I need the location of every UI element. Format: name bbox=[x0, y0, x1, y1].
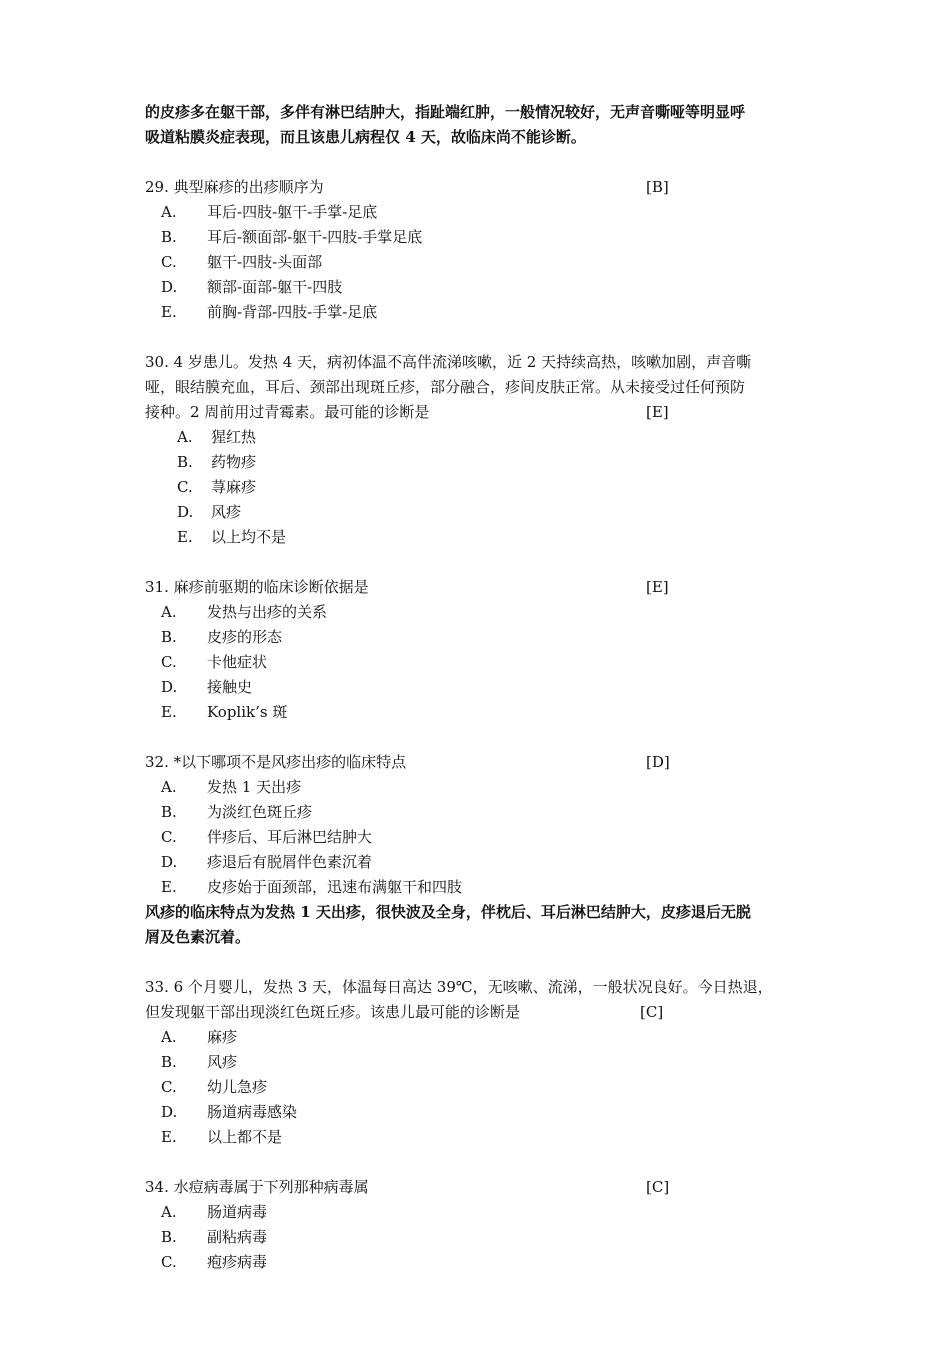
option-letter: E. bbox=[161, 703, 177, 721]
question-30-option-a bbox=[177, 425, 256, 450]
question-32-option-c bbox=[161, 825, 372, 850]
question-31-option-c bbox=[161, 650, 267, 675]
option-letter: B. bbox=[161, 803, 177, 821]
question-31-stem: 31. 麻疹前驱期的临床诊断依据是 bbox=[145, 578, 369, 596]
question-33-option-c bbox=[161, 1075, 267, 1100]
question-31-option-d bbox=[161, 675, 252, 700]
option-text: 肠道病毒 bbox=[207, 1203, 268, 1221]
question-30-option-d bbox=[177, 500, 241, 525]
question-29-stem: 29. 典型麻疹的出疹顺序为 bbox=[145, 178, 324, 196]
question-32-note-line-2: 屑及色素沉着。 bbox=[145, 928, 251, 946]
option-text: 风疹 bbox=[207, 1053, 238, 1071]
option-letter: D. bbox=[177, 503, 194, 521]
option-letter: E. bbox=[161, 878, 177, 896]
option-text: Koplik’s 斑 bbox=[207, 703, 288, 721]
option-text: 发热 1 天出疹 bbox=[207, 778, 302, 796]
option-text: 卡他症状 bbox=[207, 653, 268, 671]
question-30-stem-line-3: 接种。2 周前用过青霉素。最可能的诊断是 bbox=[145, 403, 430, 421]
option-letter: D. bbox=[161, 1103, 178, 1121]
option-text: 前胸-背部-四肢-手掌-足底 bbox=[207, 303, 378, 321]
option-text: 猩红热 bbox=[211, 428, 257, 446]
question-34-stem: 34. 水痘病毒属于下列那种病毒属 bbox=[145, 1178, 369, 1196]
option-letter: A. bbox=[161, 778, 177, 796]
question-33-option-e bbox=[161, 1125, 282, 1150]
question-30-stem-line-2: 哑，眼结膜充血，耳后、颈部出现斑丘疹，部分融合，疹间皮肤正常。从未接受过任何预防 bbox=[145, 378, 746, 396]
option-letter: B. bbox=[161, 628, 177, 646]
question-29-option-a bbox=[161, 200, 377, 225]
option-letter: E. bbox=[177, 528, 193, 546]
option-letter: C. bbox=[161, 653, 177, 671]
intro-note-line-2: 吸道粘膜炎症表现，而且该患儿病程仅 4 天，故临床尚不能诊断。 bbox=[145, 128, 586, 146]
option-text: 疱疹病毒 bbox=[207, 1253, 268, 1271]
option-letter: C. bbox=[161, 1253, 177, 1271]
option-letter: A. bbox=[177, 428, 193, 446]
question-32-option-b bbox=[161, 800, 312, 825]
question-32-option-e bbox=[161, 875, 462, 900]
option-letter: A. bbox=[161, 1028, 177, 1046]
option-letter: D. bbox=[161, 278, 178, 296]
question-30-option-b bbox=[177, 450, 256, 475]
option-text: 以上均不是 bbox=[211, 528, 287, 546]
option-text: 躯干-四肢-头面部 bbox=[207, 253, 323, 271]
option-text: 接触史 bbox=[207, 678, 253, 696]
option-letter: E. bbox=[161, 303, 177, 321]
question-31-option-e bbox=[161, 700, 287, 725]
option-letter: C. bbox=[177, 478, 193, 496]
question-29-option-e bbox=[161, 300, 377, 325]
option-letter: A. bbox=[161, 203, 177, 221]
option-letter: B. bbox=[161, 1228, 177, 1246]
question-32-answer: [D] bbox=[646, 753, 670, 771]
question-30-option-c bbox=[177, 475, 256, 500]
question-33-stem-line-2: 但发现躯干部出现淡红色斑丘疹。该患儿最可能的诊断是 bbox=[145, 1003, 521, 1021]
question-29-option-c bbox=[161, 250, 322, 275]
option-letter: B. bbox=[177, 453, 193, 471]
question-32-note-line-1: 风疹的临床特点为发热 1 天出疹，很快波及全身，伴枕后、耳后淋巴结肿大，皮疹退后无脱 bbox=[145, 903, 751, 921]
option-letter: D. bbox=[161, 853, 178, 871]
question-34-option-b bbox=[161, 1225, 267, 1250]
option-text: 伴疹后、耳后淋巴结肿大 bbox=[207, 828, 373, 846]
option-text: 耳后-四肢-躯干-手掌-足底 bbox=[207, 203, 378, 221]
question-34-answer: [C] bbox=[646, 1178, 670, 1196]
question-30-option-e bbox=[177, 525, 286, 550]
question-34-option-c bbox=[161, 1250, 267, 1275]
question-33-stem-line-1: 33. 6 个月婴儿，发热 3 天，体温每日高达 39℃，无咳嗽、流涕，一般状况良好。今日热退， bbox=[145, 978, 773, 996]
question-29-option-b bbox=[161, 225, 422, 250]
option-text: 皮疹的形态 bbox=[207, 628, 283, 646]
question-32-option-a bbox=[161, 775, 301, 800]
option-letter: B. bbox=[161, 228, 177, 246]
option-text: 幼儿急疹 bbox=[207, 1078, 268, 1096]
question-33-option-d bbox=[161, 1100, 297, 1125]
option-text: 发热与出疹的关系 bbox=[207, 603, 328, 621]
question-33-option-b bbox=[161, 1050, 237, 1075]
option-letter: C. bbox=[161, 828, 177, 846]
question-32-stem: 32. *以下哪项不是风疹出疹的临床特点 bbox=[145, 753, 407, 771]
option-letter: C. bbox=[161, 1078, 177, 1096]
question-30-stem-line-1: 30. 4 岁患儿。发热 4 天，病初体温不高伴流涕咳嗽，近 2 天持续高热，咳嗽加剧，声音嘶 bbox=[145, 353, 752, 371]
question-31-answer: [E] bbox=[646, 578, 669, 596]
option-text: 耳后-额面部-躯干-四肢-手掌足底 bbox=[207, 228, 423, 246]
option-text: 以上都不是 bbox=[207, 1128, 283, 1146]
question-34-option-a bbox=[161, 1200, 267, 1225]
option-letter: B. bbox=[161, 1053, 177, 1071]
question-29-answer: [B] bbox=[646, 178, 669, 196]
option-letter: E. bbox=[161, 1128, 177, 1146]
option-letter: A. bbox=[161, 603, 177, 621]
question-29-option-d bbox=[161, 275, 342, 300]
question-30-answer: [E] bbox=[646, 403, 669, 421]
option-text: 麻疹 bbox=[207, 1028, 238, 1046]
option-text: 荨麻疹 bbox=[211, 478, 257, 496]
option-letter: C. bbox=[161, 253, 177, 271]
option-text: 药物疹 bbox=[211, 453, 257, 471]
question-31-option-a bbox=[161, 600, 327, 625]
question-31-option-b bbox=[161, 625, 282, 650]
question-32-option-d bbox=[161, 850, 372, 875]
question-33-answer: [C] bbox=[640, 1003, 664, 1021]
question-33-option-a bbox=[161, 1025, 237, 1050]
option-text: 肠道病毒感染 bbox=[207, 1103, 298, 1121]
option-text: 皮疹始于面颈部，迅速布满躯干和四肢 bbox=[207, 878, 463, 896]
intro-note-line-1: 的皮疹多在躯干部，多伴有淋巴结肿大，指趾端红肿，一般情况较好，无声音嘶哑等明显呼 bbox=[145, 103, 746, 121]
option-text: 风疹 bbox=[211, 503, 242, 521]
option-text: 副粘病毒 bbox=[207, 1228, 268, 1246]
option-text: 为淡红色斑丘疹 bbox=[207, 803, 313, 821]
option-letter: A. bbox=[161, 1203, 177, 1221]
option-text: 疹退后有脱屑伴色素沉着 bbox=[207, 853, 373, 871]
option-letter: D. bbox=[161, 678, 178, 696]
option-text: 额部-面部-躯干-四肢 bbox=[207, 278, 343, 296]
